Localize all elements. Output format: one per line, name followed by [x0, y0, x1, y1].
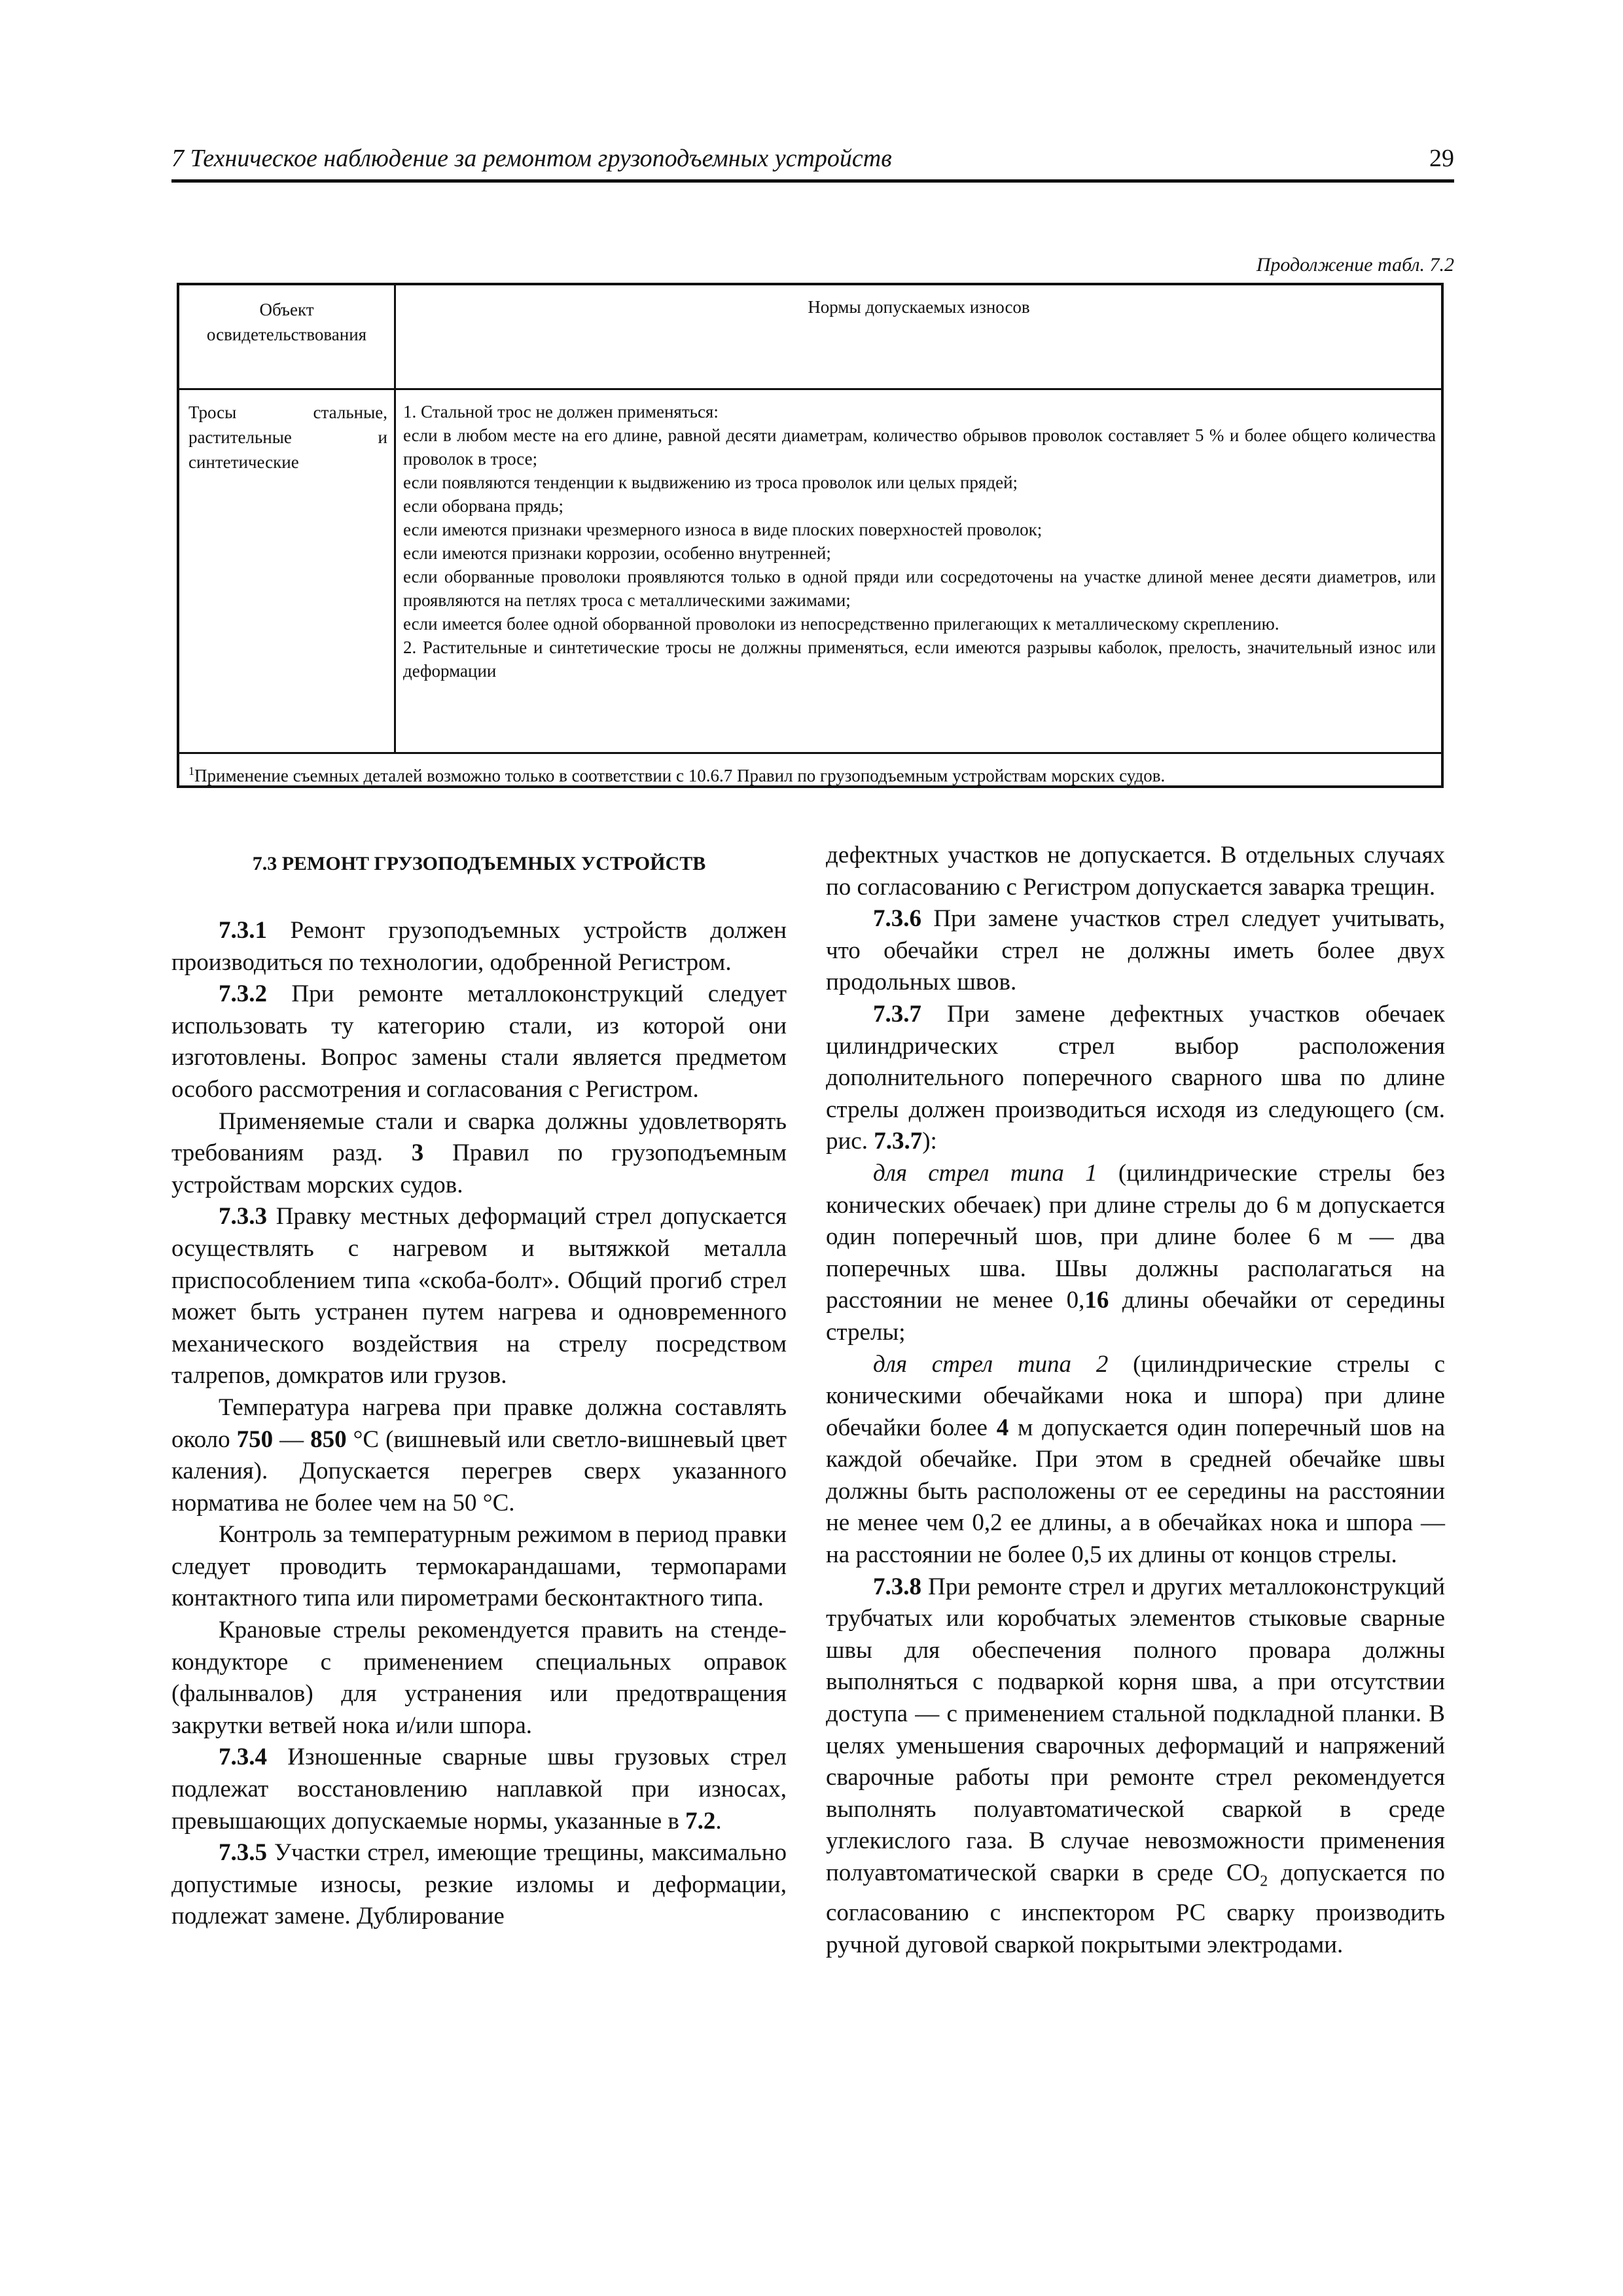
- running-header: [171, 139, 1454, 183]
- text-column-right: [826, 840, 1445, 1961]
- paragraph-7-3-6: [826, 903, 1445, 999]
- paragraph-text: м допускается один поперечный шов на каждой обечайке. При этом в средней обечайке швы должны быть расположены от ее середины на расстоянии не менее чем 0,2 ее длины, а в обечайках нока и шпора — на расстоянии не более 0,5 их длины от концов стрелы.: [826, 1414, 1445, 1569]
- paragraph-temperature: [171, 1392, 787, 1519]
- paragraph-text: Температура нагрева при правке должна составлять около: [171, 1393, 787, 1453]
- clause-number: 7.3.8: [873, 1573, 921, 1600]
- clause-number: 7.3.3: [219, 1203, 267, 1230]
- clause-number: 7.3.4: [219, 1744, 267, 1771]
- paragraph-7-3-3: [171, 1201, 787, 1392]
- norm-item: если имеются признаки коррозии, особенно внутренней;: [403, 543, 831, 563]
- length-value: 4: [996, 1414, 1009, 1441]
- paragraph-7-3-8: [826, 1571, 1445, 1962]
- paragraph-control: Контроль за температурным режимом в период правки следует проводить термокарандашами, термопарами контактного типа или пирометрами бесконтактного типа.: [171, 1521, 787, 1612]
- text-column-left: [171, 851, 787, 1933]
- clause-number: 7.3.1: [219, 917, 267, 944]
- paragraph-text: При замене дефектных участков обечаек цилиндрических стрел выбор расположения дополнительного поперечного сварного шва по длине стрелы должен производиться исходя из следующего (см. рис.: [826, 1000, 1445, 1155]
- paragraph-text: °C (вишневый или светло-вишневый цвет каления). Допускается перегрев сверх указанного норматива не более чем на 50 °C.: [171, 1426, 787, 1516]
- paragraph-crane: Крановые стрелы рекомендуется править на стенде-кондукторе с применением специальных оправок (фалынвалов) для устранения или предотвращения закрутки ветвей нока и/или шпора.: [171, 1617, 787, 1739]
- clause-number: 7.3.7: [873, 1000, 921, 1028]
- boom-type-label: для стрел типа 1: [873, 1159, 1097, 1187]
- table-caption: Продолжение табл. 7.2: [1256, 254, 1454, 276]
- paragraph-type-1: [826, 1158, 1445, 1349]
- paragraph-7-3-5-continued: дефектных участков не допускается. В отдельных случаях по согласованию с Регистром допускается заварка трещин.: [826, 842, 1445, 901]
- footnote-text: Применение съемных деталей возможно только в соответствии с 10.6.7 Правил по грузоподъемным устройствам морских судов.: [194, 766, 1166, 785]
- table-footnote: [188, 758, 1432, 789]
- paragraph-type-2: [826, 1349, 1445, 1571]
- table-footnote-divider: [179, 752, 1441, 754]
- page-number: 29: [1429, 145, 1454, 172]
- paragraph-steel: [171, 1106, 787, 1202]
- paragraph-7-3-1: [171, 915, 787, 978]
- chapter-title: 7 Техническое наблюдение за ремонтом грузоподъемных устройств: [171, 145, 892, 172]
- paragraph-7-3-5: [171, 1837, 787, 1933]
- paragraph-text: длины обечайки от середины стрелы;: [826, 1287, 1445, 1346]
- table-header-divider: [179, 388, 1441, 390]
- paragraph-text: Применяемые стали и сварка должны удовлетворять требованиям разд.: [171, 1107, 787, 1167]
- temperature-min: 750: [236, 1426, 274, 1453]
- paragraph-text: .: [715, 1807, 722, 1835]
- paragraph-text: допускается по согласованию с инспектором РС сварку производить ручной дуговой сваркой покрытыми электродами.: [826, 1859, 1445, 1958]
- paragraph-text: (цилиндрические стрелы с коническими обечайками нока и шпора) при длине обечайки более: [826, 1350, 1446, 1441]
- paragraph-7-3-4: [171, 1742, 787, 1837]
- clause-number: 7.3.2: [219, 980, 267, 1008]
- paragraph-text: Правку местных деформаций стрел допускается осуществлять с нагревом и вытяжкой металла приспособлением типа «скоба-болт». Общий прогиб стрел может быть устранен путем нагрева и одновременного механического воздействия на стрелу посредством талрепов, домкратов или грузов.: [171, 1203, 787, 1390]
- clause-reference: 7.2: [685, 1807, 716, 1835]
- paragraph-text: При замене участков стрел следует учитывать, что обечайки стрел не должны иметь более двух продольных швов.: [826, 905, 1445, 996]
- subscript: 2: [1260, 1873, 1268, 1890]
- norm-item: 1. Стальной трос не должен применяться:: [403, 402, 719, 422]
- norm-item: если имеется более одной оборванной проволоки из непосредственно прилегающих к металлическому скреплению.: [403, 614, 1279, 634]
- norm-item: если в любом месте на его длине, равной десяти диаметрам, количество обрывов проволок составляет 5 % и более общего количества проволок в тросе;: [403, 425, 1436, 469]
- figure-reference: 7.3.7: [874, 1128, 923, 1155]
- column-header-object: Объект освидетельствования: [206, 300, 367, 344]
- table-cell-object: Тросы стальные, растительные и синтетические: [188, 403, 387, 472]
- paragraph-text: При ремонте металлоконструкций следует использовать ту категорию стали, из которой они изготовлены. Вопрос замены стали является предметом особого рассмотрения и согласования с Регистром.: [171, 980, 787, 1103]
- section-heading: 7.3 РЕМОНТ ГРУЗОПОДЪЕМНЫХ УСТРОЙСТВ: [252, 853, 706, 874]
- norms-table: [177, 283, 1444, 788]
- norm-item: если оборвана прядь;: [403, 496, 564, 516]
- column-header-norms: Нормы допускаемых износов: [808, 297, 1030, 317]
- table-cell-norms: [403, 400, 1436, 683]
- clause-number: 7.3.6: [873, 905, 921, 933]
- paragraph-text: Участки стрел, имеющие трещины, максимально допустимые износы, резкие изломы и деформации, подлежат замене. Дублирование: [171, 1839, 787, 1930]
- paragraph-text: (цилиндрические стрелы без конических обечаек) при длине стрелы до 6 м допускается один поперечный шов, при длине более 6 м — два поперечных шва. Швы должны располагаться на расстоянии не менее 0,: [826, 1159, 1445, 1314]
- norm-item: если появляются тенденции к выдвижению из троса проволок или целых прядей;: [403, 473, 1018, 492]
- paragraph-7-3-2: [171, 978, 787, 1105]
- paragraph-7-3-7: [826, 999, 1445, 1158]
- norm-item: если оборванные проволоки проявляются только в одной пряди или сосредоточены на участке длиной менее десяти диаметров, или проявляются на петлях троса с металлическими зажимами;: [403, 567, 1436, 610]
- temperature-max: 850: [310, 1426, 347, 1453]
- paragraph-text: При ремонте стрел и других металлоконструкций трубчатых или коробчатых элементов стыковые сварные швы для обеспечения полного провара должны выполняться с подваркой корня шва, а при отсутствии доступа — с применением стальной подкладной планки. В целях уменьшения сварочных деформаций и напряжений сварочные работы при ремонте стрел рекомендуется выполнять полуавтоматической сваркой в среде углекислого газа. В случае невозможности применения полуавтоматической сварки в среде СО: [826, 1573, 1445, 1886]
- footnote-mark: 1: [188, 764, 194, 778]
- norm-item: если имеются признаки чрезмерного износа в виде плоских поверхностей проволок;: [403, 520, 1043, 539]
- paragraph-text: ):: [922, 1128, 937, 1155]
- dash: —: [273, 1426, 311, 1453]
- paragraph-text: Ремонт грузоподъемных устройств должен производиться по технологии, одобренной Регистром.: [171, 917, 787, 976]
- norm-item: 2. Растительные и синтетические тросы не должны применяться, если имеются разрывы каболок, прелость, значительный износ или деформации: [403, 637, 1436, 681]
- paragraph-text: Правил по грузоподъемным устройствам морских судов.: [171, 1139, 787, 1198]
- paragraph-text: Изношенные сварные швы грузовых стрел подлежат восстановлению наплавкой при износах, превышающих допускаемые нормы, указанные в: [171, 1744, 787, 1835]
- table-column-divider: [394, 285, 396, 752]
- boom-type-label: для стрел типа 2: [873, 1350, 1109, 1378]
- clause-number: 7.3.5: [219, 1839, 267, 1867]
- fraction-value: 16: [1084, 1287, 1109, 1314]
- section-reference: 3: [411, 1139, 424, 1167]
